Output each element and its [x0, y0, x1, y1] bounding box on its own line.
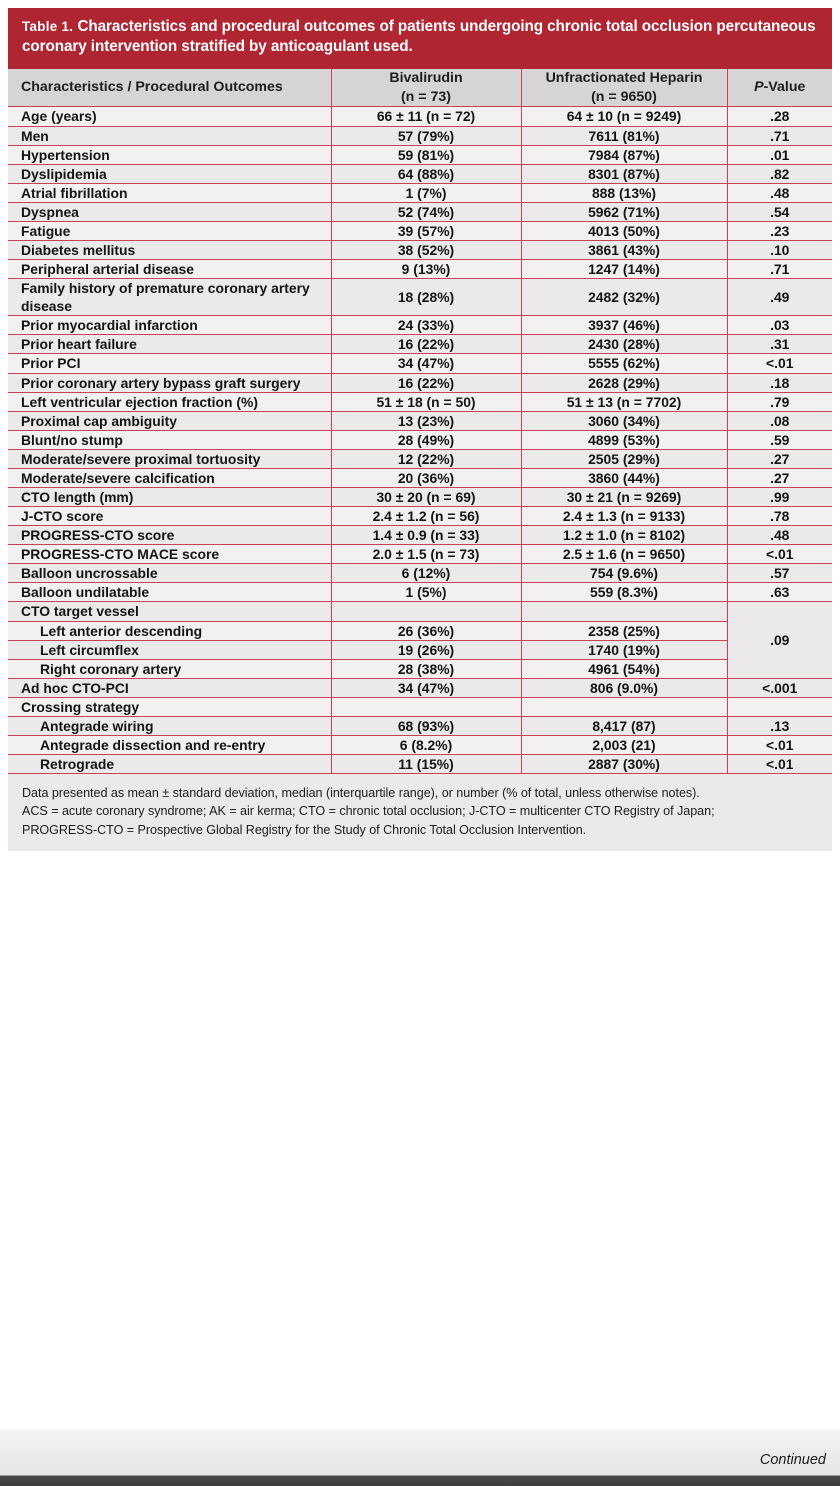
- row-label-cell: Right coronary artery: [8, 659, 331, 678]
- p-value-cell: .48: [727, 183, 832, 202]
- bivalirudin-cell: 64 (88%): [331, 164, 521, 183]
- p-value-cell: <.01: [727, 545, 832, 564]
- row-label-cell: Family history of premature coronary artery disease: [8, 279, 331, 316]
- table-row: [8, 411, 832, 430]
- table-title-text: Characteristics and procedural outcomes of patients undergoing chronic total occlusion percutaneous coronary intervention stratified by anticoagulant used.: [22, 18, 816, 56]
- unfractionated-heparin-cell: 7611 (81%): [521, 126, 727, 145]
- table-row: [8, 449, 832, 468]
- continued-label: Continued: [759, 1452, 826, 1468]
- unfractionated-heparin-cell: 2358 (25%): [521, 621, 727, 640]
- table-row: [8, 373, 832, 392]
- bivalirudin-cell: 34 (47%): [331, 678, 521, 697]
- table-row: [8, 659, 832, 678]
- row-label-cell: PROGRESS-CTO MACE score: [8, 545, 331, 564]
- unfractionated-heparin-cell: 2482 (32%): [521, 279, 727, 316]
- unfractionated-heparin-cell: 559 (8.3%): [521, 583, 727, 602]
- unfractionated-heparin-cell: 2,003 (21): [521, 736, 727, 755]
- bivalirudin-cell: 6 (12%): [331, 564, 521, 583]
- row-label-cell: Left circumflex: [8, 640, 331, 659]
- column-header-p-value: [727, 69, 832, 107]
- row-label-cell: Ad hoc CTO-PCI: [8, 678, 331, 697]
- unfractionated-heparin-cell: 1740 (19%): [521, 640, 727, 659]
- unfractionated-heparin-cell: 5555 (62%): [521, 354, 727, 373]
- unfractionated-heparin-cell: 3860 (44%): [521, 468, 727, 487]
- unfractionated-heparin-cell: 806 (9.0%): [521, 678, 727, 697]
- row-label-cell: Age (years): [8, 107, 331, 126]
- unfractionated-heparin-cell: 2628 (29%): [521, 373, 727, 392]
- table-row: [8, 202, 832, 221]
- bivalirudin-cell: 59 (81%): [331, 145, 521, 164]
- table-row: [8, 392, 832, 411]
- p-value-cell: <.01: [727, 736, 832, 755]
- row-label-cell: Balloon uncrossable: [8, 564, 331, 583]
- bivalirudin-cell: 11 (15%): [331, 755, 521, 774]
- row-label-cell: Diabetes mellitus: [8, 240, 331, 259]
- table-head: [8, 69, 832, 107]
- row-label-cell: J-CTO score: [8, 507, 331, 526]
- bivalirudin-cell: 12 (22%): [331, 449, 521, 468]
- row-label-cell: Crossing strategy: [8, 697, 331, 716]
- table-title-bar: [8, 8, 832, 69]
- table-row: [8, 468, 832, 487]
- table-row: [8, 279, 832, 316]
- table-footnote: [8, 774, 832, 851]
- p-value-cell: .59: [727, 430, 832, 449]
- table-row: [8, 240, 832, 259]
- p-value-cell: .27: [727, 468, 832, 487]
- bivalirudin-cell: 34 (47%): [331, 354, 521, 373]
- table-row: [8, 145, 832, 164]
- footnote-line-3: PROGRESS-CTO = Prospective Global Registry for the Study of Chronic Total Occlusion Intervention.: [22, 822, 587, 837]
- table-row: [8, 564, 832, 583]
- bivalirudin-cell: 1.4 ± 0.9 (n = 33): [331, 526, 521, 545]
- bivalirudin-cell: 26 (36%): [331, 621, 521, 640]
- p-value-cell: .71: [727, 260, 832, 279]
- row-label-cell: Dyspnea: [8, 202, 331, 221]
- bivalirudin-cell: 19 (26%): [331, 640, 521, 659]
- row-label-cell: Prior heart failure: [8, 335, 331, 354]
- bivalirudin-cell: 16 (22%): [331, 373, 521, 392]
- unfractionated-heparin-cell: [521, 602, 727, 621]
- p-value-cell: .31: [727, 335, 832, 354]
- table-row: [8, 526, 832, 545]
- column-header-bivalirudin: [331, 69, 521, 107]
- unfractionated-heparin-cell: 2430 (28%): [521, 335, 727, 354]
- table-row: [8, 755, 832, 774]
- p-value-cell: .79: [727, 392, 832, 411]
- unfractionated-heparin-cell: 5962 (71%): [521, 202, 727, 221]
- table-container: [8, 8, 832, 851]
- row-label-cell: Antegrade dissection and re-entry: [8, 736, 331, 755]
- bivalirudin-cell: 13 (23%): [331, 411, 521, 430]
- unfractionated-heparin-cell: 1.2 ± 1.0 (n = 8102): [521, 526, 727, 545]
- p-value-label-rest: -Value: [763, 79, 806, 96]
- table-row: [8, 507, 832, 526]
- table-row: [8, 430, 832, 449]
- unfractionated-heparin-cell: 64 ± 10 (n = 9249): [521, 107, 727, 126]
- row-label-cell: Fatigue: [8, 221, 331, 240]
- bivalirudin-cell: 2.0 ± 1.5 (n = 73): [331, 545, 521, 564]
- table-body: [8, 107, 832, 774]
- bivalirudin-cell: 16 (22%): [331, 335, 521, 354]
- bivalirudin-cell: 68 (93%): [331, 716, 521, 735]
- table-row: [8, 260, 832, 279]
- p-value-cell: .63: [727, 583, 832, 602]
- row-label-cell: Antegrade wiring: [8, 716, 331, 735]
- unfractionated-heparin-cell: 8301 (87%): [521, 164, 727, 183]
- unfractionated-heparin-cell: 2.5 ± 1.6 (n = 9650): [521, 545, 727, 564]
- bivalirudin-cell: 1 (7%): [331, 183, 521, 202]
- unfractionated-heparin-cell: 3060 (34%): [521, 411, 727, 430]
- p-value-cell: <.01: [727, 354, 832, 373]
- unfractionated-heparin-cell: 4899 (53%): [521, 430, 727, 449]
- p-value-cell: .54: [727, 202, 832, 221]
- bivalirudin-cell: 18 (28%): [331, 279, 521, 316]
- characteristics-outcomes-table: [8, 69, 832, 774]
- unfractionated-heparin-cell: 3937 (46%): [521, 316, 727, 335]
- bivalirudin-cell: 6 (8.2%): [331, 736, 521, 755]
- p-value-cell: .27: [727, 449, 832, 468]
- bivalirudin-cell: 30 ± 20 (n = 69): [331, 488, 521, 507]
- table-row: [8, 488, 832, 507]
- p-value-cell: .13: [727, 716, 832, 735]
- bivalirudin-cell: 9 (13%): [331, 260, 521, 279]
- row-label-cell: Blunt/no stump: [8, 430, 331, 449]
- table-row: [8, 583, 832, 602]
- p-value-cell: .99: [727, 488, 832, 507]
- table-row: [8, 602, 832, 621]
- unfractionated-heparin-cell: 754 (9.6%): [521, 564, 727, 583]
- p-value-cell: .48: [727, 526, 832, 545]
- unfractionated-heparin-cell: 2887 (30%): [521, 755, 727, 774]
- table-row: [8, 107, 832, 126]
- table-row: [8, 716, 832, 735]
- p-value-cell: .01: [727, 145, 832, 164]
- bivalirudin-cell: [331, 697, 521, 716]
- column-header-characteristics: Characteristics / Procedural Outcomes: [8, 69, 331, 107]
- unfractionated-heparin-cell: 4961 (54%): [521, 659, 727, 678]
- row-label-cell: Moderate/severe calcification: [8, 468, 331, 487]
- p-value-cell: .78: [727, 507, 832, 526]
- unfractionated-heparin-cell: 888 (13%): [521, 183, 727, 202]
- row-label-cell: PROGRESS-CTO score: [8, 526, 331, 545]
- table-row: [8, 126, 832, 145]
- row-label-cell: Moderate/severe proximal tortuosity: [8, 449, 331, 468]
- bivalirudin-cell: [331, 602, 521, 621]
- column-header-unfractionated-heparin-label: Unfractionated Heparin: [545, 69, 703, 86]
- table-row: [8, 164, 832, 183]
- table-row: [8, 221, 832, 240]
- table-row: [8, 640, 832, 659]
- row-label-cell: CTO target vessel: [8, 602, 331, 621]
- p-value-italic-p: P: [754, 79, 764, 96]
- unfractionated-heparin-cell: 4013 (50%): [521, 221, 727, 240]
- unfractionated-heparin-cell: [521, 697, 727, 716]
- bivalirudin-cell: 66 ± 11 (n = 72): [331, 107, 521, 126]
- table-row: [8, 335, 832, 354]
- table-row: [8, 183, 832, 202]
- p-value-cell: .49: [727, 279, 832, 316]
- row-label-cell: Left anterior descending: [8, 621, 331, 640]
- bivalirudin-cell: 2.4 ± 1.2 (n = 56): [331, 507, 521, 526]
- p-value-cell: .18: [727, 373, 832, 392]
- bivalirudin-cell: 1 (5%): [331, 583, 521, 602]
- unfractionated-heparin-cell: 2.4 ± 1.3 (n = 9133): [521, 507, 727, 526]
- row-label-cell: Hypertension: [8, 145, 331, 164]
- bivalirudin-cell: 24 (33%): [331, 316, 521, 335]
- column-header-bivalirudin-label: Bivalirudin: [389, 69, 463, 86]
- bivalirudin-cell: 52 (74%): [331, 202, 521, 221]
- column-header-unfractionated-heparin-n: (n = 9650): [591, 88, 657, 105]
- p-value-cell: .03: [727, 316, 832, 335]
- p-value-cell: .57: [727, 564, 832, 583]
- bivalirudin-cell: 57 (79%): [331, 126, 521, 145]
- table-row: [8, 697, 832, 716]
- p-value-cell: .23: [727, 221, 832, 240]
- p-value-cell: .10: [727, 240, 832, 259]
- row-label-cell: Balloon undilatable: [8, 583, 331, 602]
- p-value-cell: <.01: [727, 755, 832, 774]
- bivalirudin-cell: 51 ± 18 (n = 50): [331, 392, 521, 411]
- unfractionated-heparin-cell: 51 ± 13 (n = 7702): [521, 392, 727, 411]
- row-label-cell: Prior myocardial infarction: [8, 316, 331, 335]
- row-label-cell: Left ventricular ejection fraction (%): [8, 392, 331, 411]
- p-value-cell: .08: [727, 411, 832, 430]
- table-row: [8, 316, 832, 335]
- p-value-cell: <.001: [727, 678, 832, 697]
- table-row: [8, 736, 832, 755]
- table-number-label: Table 1.: [22, 19, 74, 34]
- row-label-cell: Prior PCI: [8, 354, 331, 373]
- unfractionated-heparin-cell: 2505 (29%): [521, 449, 727, 468]
- table-row: [8, 621, 832, 640]
- p-value-cell: .82: [727, 164, 832, 183]
- footnote-line-2: ACS = acute coronary syndrome; AK = air kerma; CTO = chronic total occlusion; J-CTO = multicenter CTO Registry of Japan;: [22, 804, 715, 819]
- row-label-cell: CTO length (mm): [8, 488, 331, 507]
- row-label-cell: Proximal cap ambiguity: [8, 411, 331, 430]
- row-label-cell: Prior coronary artery bypass graft surgery: [8, 373, 331, 392]
- p-value-cell: .28: [727, 107, 832, 126]
- unfractionated-heparin-cell: 7984 (87%): [521, 145, 727, 164]
- p-value-cell: .09: [727, 602, 832, 678]
- table-row: [8, 678, 832, 697]
- footnote-line-1: Data presented as mean ± standard deviation, median (interquartile range), or number (% of total, unless otherwise notes).: [22, 786, 700, 801]
- unfractionated-heparin-cell: 3861 (43%): [521, 240, 727, 259]
- row-label-cell: Atrial fibrillation: [8, 183, 331, 202]
- header-row: [8, 69, 832, 107]
- bivalirudin-cell: 28 (49%): [331, 430, 521, 449]
- column-header-bivalirudin-n: (n = 73): [400, 88, 452, 105]
- bivalirudin-cell: 38 (52%): [331, 240, 521, 259]
- unfractionated-heparin-cell: 30 ± 21 (n = 9269): [521, 488, 727, 507]
- p-value-cell: [727, 697, 832, 716]
- bivalirudin-cell: 39 (57%): [331, 221, 521, 240]
- table-row: [8, 545, 832, 564]
- unfractionated-heparin-cell: 1247 (14%): [521, 260, 727, 279]
- row-label-cell: Dyslipidemia: [8, 164, 331, 183]
- unfractionated-heparin-cell: 8,417 (87): [521, 716, 727, 735]
- bivalirudin-cell: 28 (38%): [331, 659, 521, 678]
- p-value-cell: .71: [727, 126, 832, 145]
- row-label-cell: Peripheral arterial disease: [8, 260, 331, 279]
- table-row: [8, 354, 832, 373]
- row-label-cell: Retrograde: [8, 755, 331, 774]
- column-header-unfractionated-heparin: [521, 69, 727, 107]
- bivalirudin-cell: 20 (36%): [331, 468, 521, 487]
- row-label-cell: Men: [8, 126, 331, 145]
